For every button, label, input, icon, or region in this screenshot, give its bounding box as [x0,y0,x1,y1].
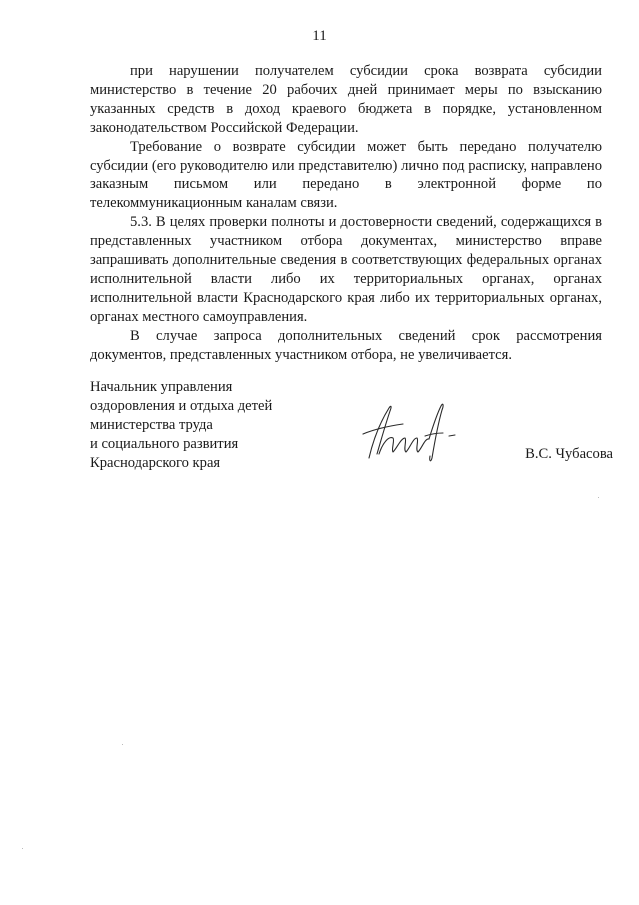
signer-title [90,378,310,473]
scan-speck [122,744,123,745]
signer-title-line: Краснодарского края [90,454,221,471]
signer-title-line: и социального развития [90,435,239,452]
signer-title-line: Начальник управления [90,379,233,395]
paragraph: В случае запроса дополнительных сведений срок рассмотрения документов, представленных участником отбора, не увеличивается. [90,327,602,363]
signature-block [90,378,613,488]
paragraph: при нарушении получателем субсидии срока возврата субсидии министерство в течение 20 рабочих дней принимает меры по взысканию указанных средств в доход краевого бюджета в порядке, установленном законодательством Российской Федерации. [90,63,602,136]
paragraph: 5.3. В целях проверки полноты и достоверности сведений, содержащихся в представленных участником отбора документах, министерство вправе запрашивать дополнительные сведения в соответствующих федеральных органах исполнительной власти либо их территориальных органах, органах исполнительной власти Краснодарского края либо их территориальных органах, органах местного самоуправления. [90,214,602,325]
scan-speck [22,848,23,849]
handwritten-signature [355,396,460,466]
scan-speck [598,497,599,498]
signer-name: В.С. Чубасова [525,446,613,462]
paragraph: Требование о возврате субсидии может быть передано получателю субсидии (его руководителю или представителю) лично под расписку, направлено заказным письмом или передано в электронной форме по телекоммуникационным каналам связи. [90,138,602,212]
page-number: 11 [312,28,327,44]
signer-title-line: оздоровления и отдыха детей [90,397,273,414]
document-body [90,62,602,365]
signer-title-line: министерства труда [90,416,213,433]
